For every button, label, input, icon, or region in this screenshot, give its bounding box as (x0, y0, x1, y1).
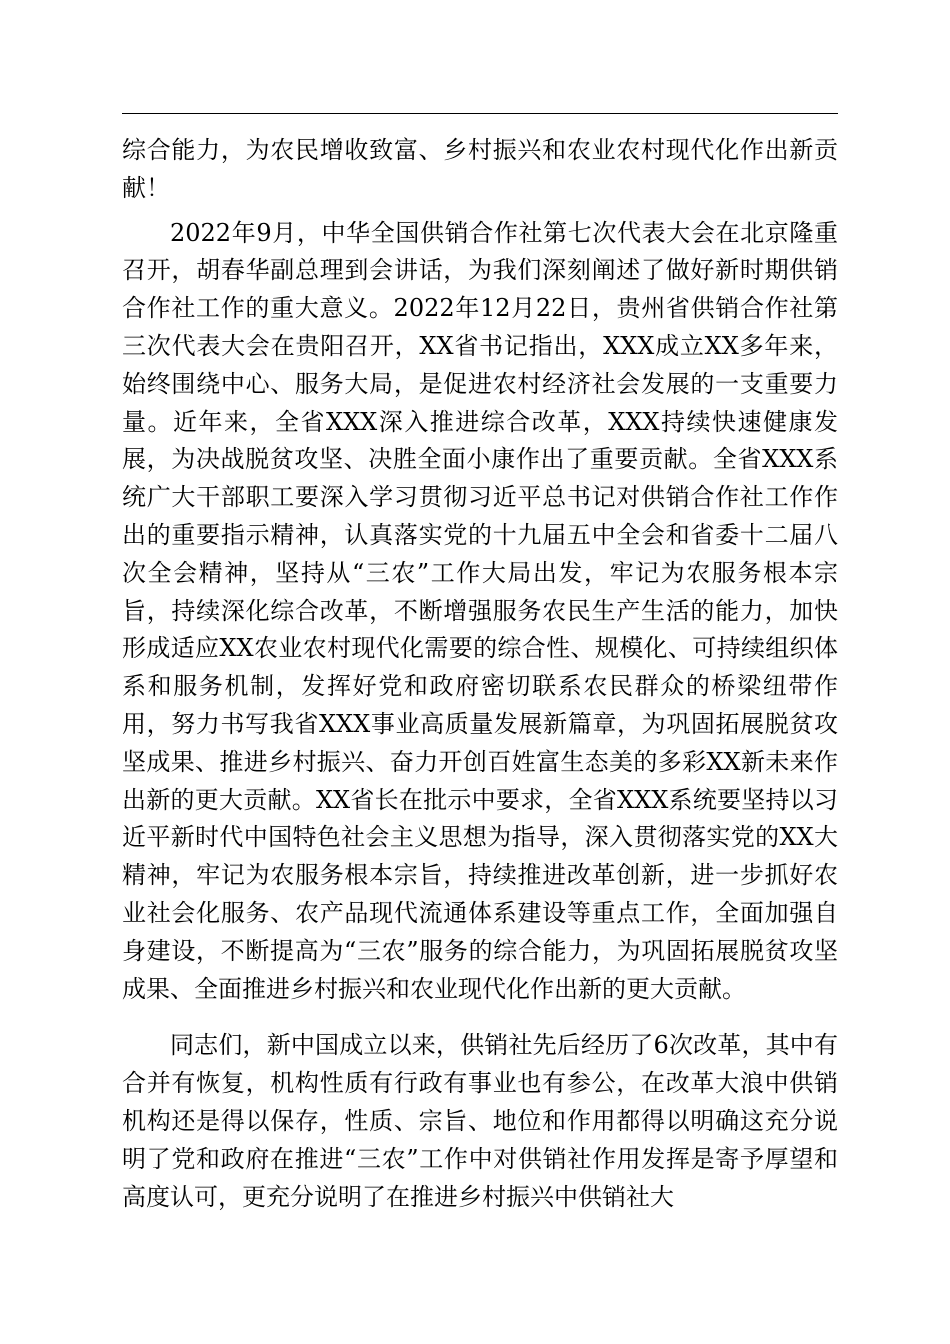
paragraph-comrades: 同志们，新中国成立以来，供销社先后经历了6次改革，其中有合并有恢复，机构性质有行政有事业也有参公，在改革大浪中供销机构还是得以保存，性质、宗旨、地位和作用都得以明确这充分说明了党和政府在推进“三农”工作中对供销社作用发挥是寄予厚望和高度认可，更充分说明了在推进乡村振兴中供销社大 (122, 1031, 838, 1211)
paragraph-continuation: 综合能力，为农民增收致富、乡村振兴和农业农村现代化作出新贡献！ (122, 136, 838, 202)
paragraph-spacer (122, 208, 838, 215)
header-rule (122, 113, 838, 114)
paragraph-spacer (122, 1008, 838, 1027)
document-body (122, 132, 838, 1216)
paragraph-congress: 2022年9月，中华全国供销合作社第七次代表大会在北京隆重召开，胡春华副总理到会讲话，为我们深刻阐述了做好新时期供销合作社工作的重大意义。2022年12月22日，贵州省供销合作社第三次代表大会在贵阳召开，XX省书记指出，XXX成立XX多年来，始终围绕中心、服务大局，是促进农村经济社会发展的一支重要力量。近年来，全省XXX深入推进综合改革，XXX持续快速健康发展，为决战脱贫攻坚、决胜全面小康作出了重要贡献。全省XXX系统广大干部职工要深入学习贯彻习近平总书记对供销合作社工作作出的重要指示精神，认真落实党的十九届五中全会和省委十二届八次全会精神，坚持从“三农”工作大局出发，牢记为农服务根本宗旨，持续深化综合改革，不断增强服务农民生产生活的能力，加快形成适应XX农业农村现代化需要的综合性、规模化、可持续组织体系和服务机制，发挥好党和政府密切联系农民群众的桥梁纽带作用，努力书写我省XXX事业高质量发展新篇章，为巩固拓展脱贫攻坚成果、推进乡村振兴、奋力开创百姓富生态美的多彩XX新未来作出新的更大贡献。XX省长在批示中要求，全省XXX系统要坚持以习近平新时代中国特色社会主义思想为指导，深入贯彻落实党的XX大精神，牢记为农服务根本宗旨，持续推进改革创新，进一步抓好农业社会化服务、农产品现代流通体系建设等重点工作，全面加强自身建设，不断提高为“三农”服务的综合能力，为巩固拓展脱贫攻坚成果、全面推进乡村振兴和农业现代化作出新的更大贡献。 (122, 218, 838, 1003)
